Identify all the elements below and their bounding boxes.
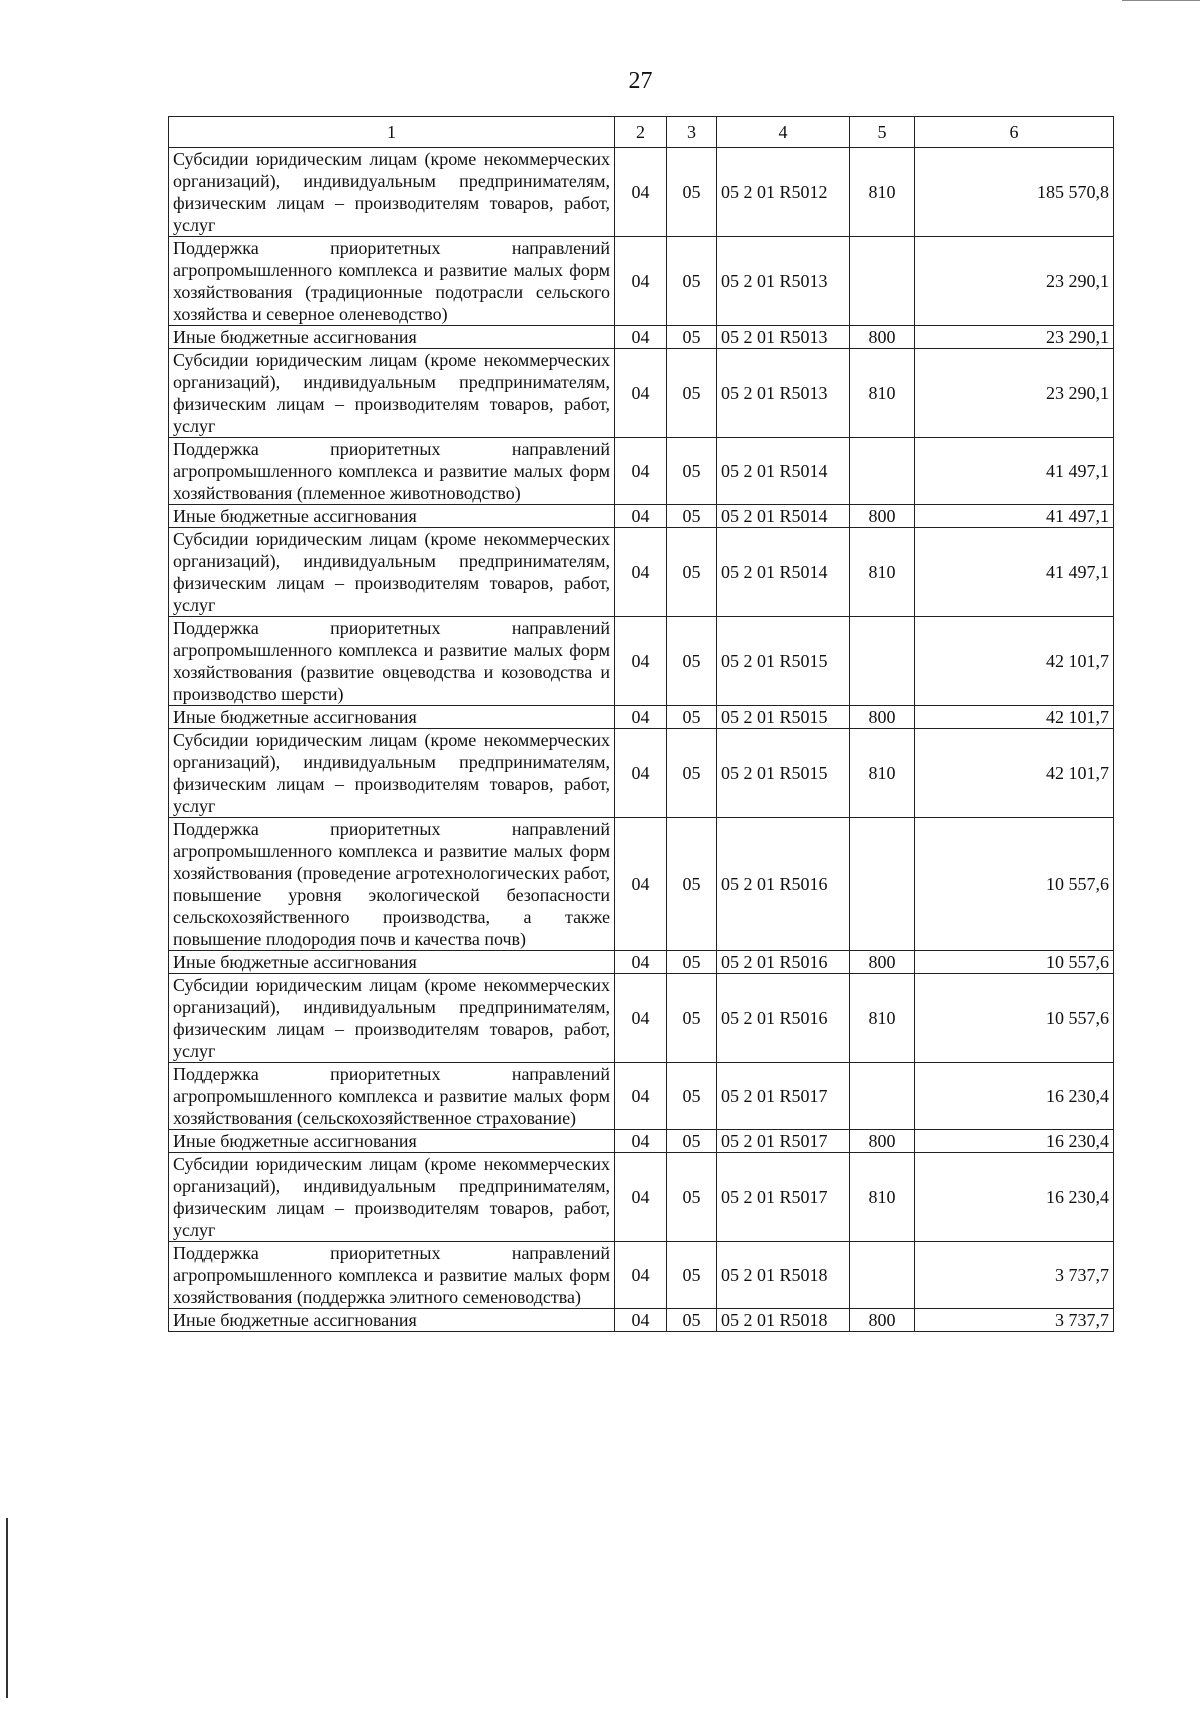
row-code: 05 2 01 R5016 xyxy=(717,974,850,1063)
table-row xyxy=(169,1309,1114,1332)
row-col-3: 05 xyxy=(667,1242,717,1309)
row-col-2: 04 xyxy=(615,818,667,951)
row-col-2: 04 xyxy=(615,729,667,818)
row-name: Субсидии юридическим лицам (кроме некоммерческих организаций), индивидуальным предпринимателям, физическим лицам – производителям товаров, работ, услуг xyxy=(169,349,615,438)
row-col-3: 05 xyxy=(667,1063,717,1130)
row-code: 05 2 01 R5014 xyxy=(717,528,850,617)
table-row xyxy=(169,438,1114,505)
row-col-2: 04 xyxy=(615,1063,667,1130)
row-col-5: 810 xyxy=(850,148,915,237)
row-amount: 42 101,7 xyxy=(915,706,1114,729)
row-code: 05 2 01 R5016 xyxy=(717,951,850,974)
row-col-3: 05 xyxy=(667,706,717,729)
row-col-3: 05 xyxy=(667,974,717,1063)
table-row xyxy=(169,1063,1114,1130)
table-row xyxy=(169,1153,1114,1242)
table-row xyxy=(169,617,1114,706)
table-body xyxy=(169,148,1114,1332)
row-amount: 10 557,6 xyxy=(915,818,1114,951)
row-col-2: 04 xyxy=(615,617,667,706)
row-col-5: 810 xyxy=(850,1153,915,1242)
header-col-4: 4 xyxy=(717,117,850,148)
scan-edge-line xyxy=(1122,0,1200,1)
row-amount: 23 290,1 xyxy=(915,326,1114,349)
row-col-5: 810 xyxy=(850,349,915,438)
row-col-5 xyxy=(850,1242,915,1309)
row-amount: 23 290,1 xyxy=(915,349,1114,438)
row-col-3: 05 xyxy=(667,617,717,706)
row-col-5 xyxy=(850,438,915,505)
row-code: 05 2 01 R5015 xyxy=(717,706,850,729)
row-code: 05 2 01 R5014 xyxy=(717,438,850,505)
row-code: 05 2 01 R5013 xyxy=(717,237,850,326)
row-col-2: 04 xyxy=(615,148,667,237)
row-name: Субсидии юридическим лицам (кроме некоммерческих организаций), индивидуальным предпринимателям, физическим лицам – производителям товаров, работ, услуг xyxy=(169,974,615,1063)
row-name: Поддержка приоритетных направлений агропромышленного комплекса и развитие малых форм хозяйствования (поддержка элитного семеноводства) xyxy=(169,1242,615,1309)
row-name: Иные бюджетные ассигнования xyxy=(169,1130,615,1153)
row-amount: 23 290,1 xyxy=(915,237,1114,326)
budget-table xyxy=(168,116,1114,1332)
row-name: Поддержка приоритетных направлений агропромышленного комплекса и развитие малых форм хозяйствования (племенное животноводство) xyxy=(169,438,615,505)
row-col-3: 05 xyxy=(667,1153,717,1242)
row-col-3: 05 xyxy=(667,237,717,326)
table-row xyxy=(169,974,1114,1063)
row-col-3: 05 xyxy=(667,148,717,237)
row-col-3: 05 xyxy=(667,818,717,951)
header-col-1: 1 xyxy=(169,117,615,148)
row-col-3: 05 xyxy=(667,349,717,438)
row-col-5 xyxy=(850,1063,915,1130)
row-amount: 41 497,1 xyxy=(915,505,1114,528)
row-col-2: 04 xyxy=(615,1309,667,1332)
row-col-2: 04 xyxy=(615,706,667,729)
row-amount: 16 230,4 xyxy=(915,1130,1114,1153)
row-name: Субсидии юридическим лицам (кроме некоммерческих организаций), индивидуальным предпринимателям, физическим лицам – производителям товаров, работ, услуг xyxy=(169,1153,615,1242)
row-name: Иные бюджетные ассигнования xyxy=(169,706,615,729)
row-code: 05 2 01 R5018 xyxy=(717,1242,850,1309)
table-row xyxy=(169,706,1114,729)
row-col-2: 04 xyxy=(615,951,667,974)
row-col-5 xyxy=(850,818,915,951)
header-col-3: 3 xyxy=(667,117,717,148)
table-row xyxy=(169,237,1114,326)
row-code: 05 2 01 R5018 xyxy=(717,1309,850,1332)
page-number: 27 xyxy=(628,68,653,94)
row-name: Субсидии юридическим лицам (кроме некоммерческих организаций), индивидуальным предпринимателям, физическим лицам – производителям товаров, работ, услуг xyxy=(169,729,615,818)
row-code: 05 2 01 R5013 xyxy=(717,349,850,438)
row-amount: 10 557,6 xyxy=(915,974,1114,1063)
row-code: 05 2 01 R5017 xyxy=(717,1153,850,1242)
row-amount: 41 497,1 xyxy=(915,438,1114,505)
table-row xyxy=(169,818,1114,951)
row-col-2: 04 xyxy=(615,326,667,349)
row-col-5: 810 xyxy=(850,974,915,1063)
row-col-5: 810 xyxy=(850,729,915,818)
row-amount: 42 101,7 xyxy=(915,729,1114,818)
table-row xyxy=(169,729,1114,818)
row-name: Субсидии юридическим лицам (кроме некоммерческих организаций), индивидуальным предпринимателям, физическим лицам – производителям товаров, работ, услуг xyxy=(169,148,615,237)
row-col-5: 800 xyxy=(850,706,915,729)
row-col-2: 04 xyxy=(615,1242,667,1309)
row-name: Иные бюджетные ассигнования xyxy=(169,505,615,528)
table-row xyxy=(169,326,1114,349)
row-col-3: 05 xyxy=(667,528,717,617)
row-col-3: 05 xyxy=(667,505,717,528)
row-name: Иные бюджетные ассигнования xyxy=(169,951,615,974)
row-col-3: 05 xyxy=(667,1130,717,1153)
row-col-2: 04 xyxy=(615,237,667,326)
row-amount: 16 230,4 xyxy=(915,1063,1114,1130)
row-col-5: 800 xyxy=(850,1309,915,1332)
row-col-5 xyxy=(850,617,915,706)
table-row xyxy=(169,1130,1114,1153)
row-name: Поддержка приоритетных направлений агропромышленного комплекса и развитие малых форм хозяйствования (сельскохозяйственное страхование) xyxy=(169,1063,615,1130)
row-col-3: 05 xyxy=(667,729,717,818)
row-amount: 42 101,7 xyxy=(915,617,1114,706)
row-amount: 3 737,7 xyxy=(915,1242,1114,1309)
row-code: 05 2 01 R5017 xyxy=(717,1130,850,1153)
header-col-6: 6 xyxy=(915,117,1114,148)
row-code: 05 2 01 R5016 xyxy=(717,818,850,951)
row-col-3: 05 xyxy=(667,438,717,505)
row-col-5: 800 xyxy=(850,505,915,528)
row-code: 05 2 01 R5017 xyxy=(717,1063,850,1130)
row-amount: 41 497,1 xyxy=(915,528,1114,617)
table-header-row xyxy=(169,117,1114,148)
row-name: Поддержка приоритетных направлений агропромышленного комплекса и развитие малых форм хозяйствования (проведение агротехнологических работ, повышение уровня экологической безопасности сельскохозяйственного производства, а также повышение плодородия почв и качества почв) xyxy=(169,818,615,951)
row-amount: 16 230,4 xyxy=(915,1153,1114,1242)
row-col-3: 05 xyxy=(667,326,717,349)
row-name: Иные бюджетные ассигнования xyxy=(169,326,615,349)
margin-mark xyxy=(6,1518,8,1698)
row-code: 05 2 01 R5014 xyxy=(717,505,850,528)
table-row xyxy=(169,1242,1114,1309)
row-name: Иные бюджетные ассигнования xyxy=(169,1309,615,1332)
table-row xyxy=(169,349,1114,438)
row-col-5: 810 xyxy=(850,528,915,617)
row-code: 05 2 01 R5013 xyxy=(717,326,850,349)
header-col-2: 2 xyxy=(615,117,667,148)
row-col-2: 04 xyxy=(615,974,667,1063)
row-col-2: 04 xyxy=(615,438,667,505)
row-name: Поддержка приоритетных направлений агропромышленного комплекса и развитие малых форм хозяйствования (развитие овцеводства и козоводства и производство шерсти) xyxy=(169,617,615,706)
row-col-2: 04 xyxy=(615,528,667,617)
table-row xyxy=(169,528,1114,617)
row-col-2: 04 xyxy=(615,505,667,528)
row-code: 05 2 01 R5015 xyxy=(717,617,850,706)
row-col-3: 05 xyxy=(667,951,717,974)
table-row xyxy=(169,951,1114,974)
row-col-5 xyxy=(850,237,915,326)
row-amount: 10 557,6 xyxy=(915,951,1114,974)
row-amount: 185 570,8 xyxy=(915,148,1114,237)
row-name: Поддержка приоритетных направлений агропромышленного комплекса и развитие малых форм хозяйствования (традиционные подотрасли сельского хозяйства и северное оленеводство) xyxy=(169,237,615,326)
table-row xyxy=(169,148,1114,237)
header-col-5: 5 xyxy=(850,117,915,148)
row-col-2: 04 xyxy=(615,1153,667,1242)
row-col-2: 04 xyxy=(615,349,667,438)
row-col-2: 04 xyxy=(615,1130,667,1153)
table-row xyxy=(169,505,1114,528)
row-col-5: 800 xyxy=(850,1130,915,1153)
row-col-5: 800 xyxy=(850,326,915,349)
row-col-5: 800 xyxy=(850,951,915,974)
row-col-3: 05 xyxy=(667,1309,717,1332)
row-amount: 3 737,7 xyxy=(915,1309,1114,1332)
row-name: Субсидии юридическим лицам (кроме некоммерческих организаций), индивидуальным предпринимателям, физическим лицам – производителям товаров, работ, услуг xyxy=(169,528,615,617)
row-code: 05 2 01 R5015 xyxy=(717,729,850,818)
row-code: 05 2 01 R5012 xyxy=(717,148,850,237)
